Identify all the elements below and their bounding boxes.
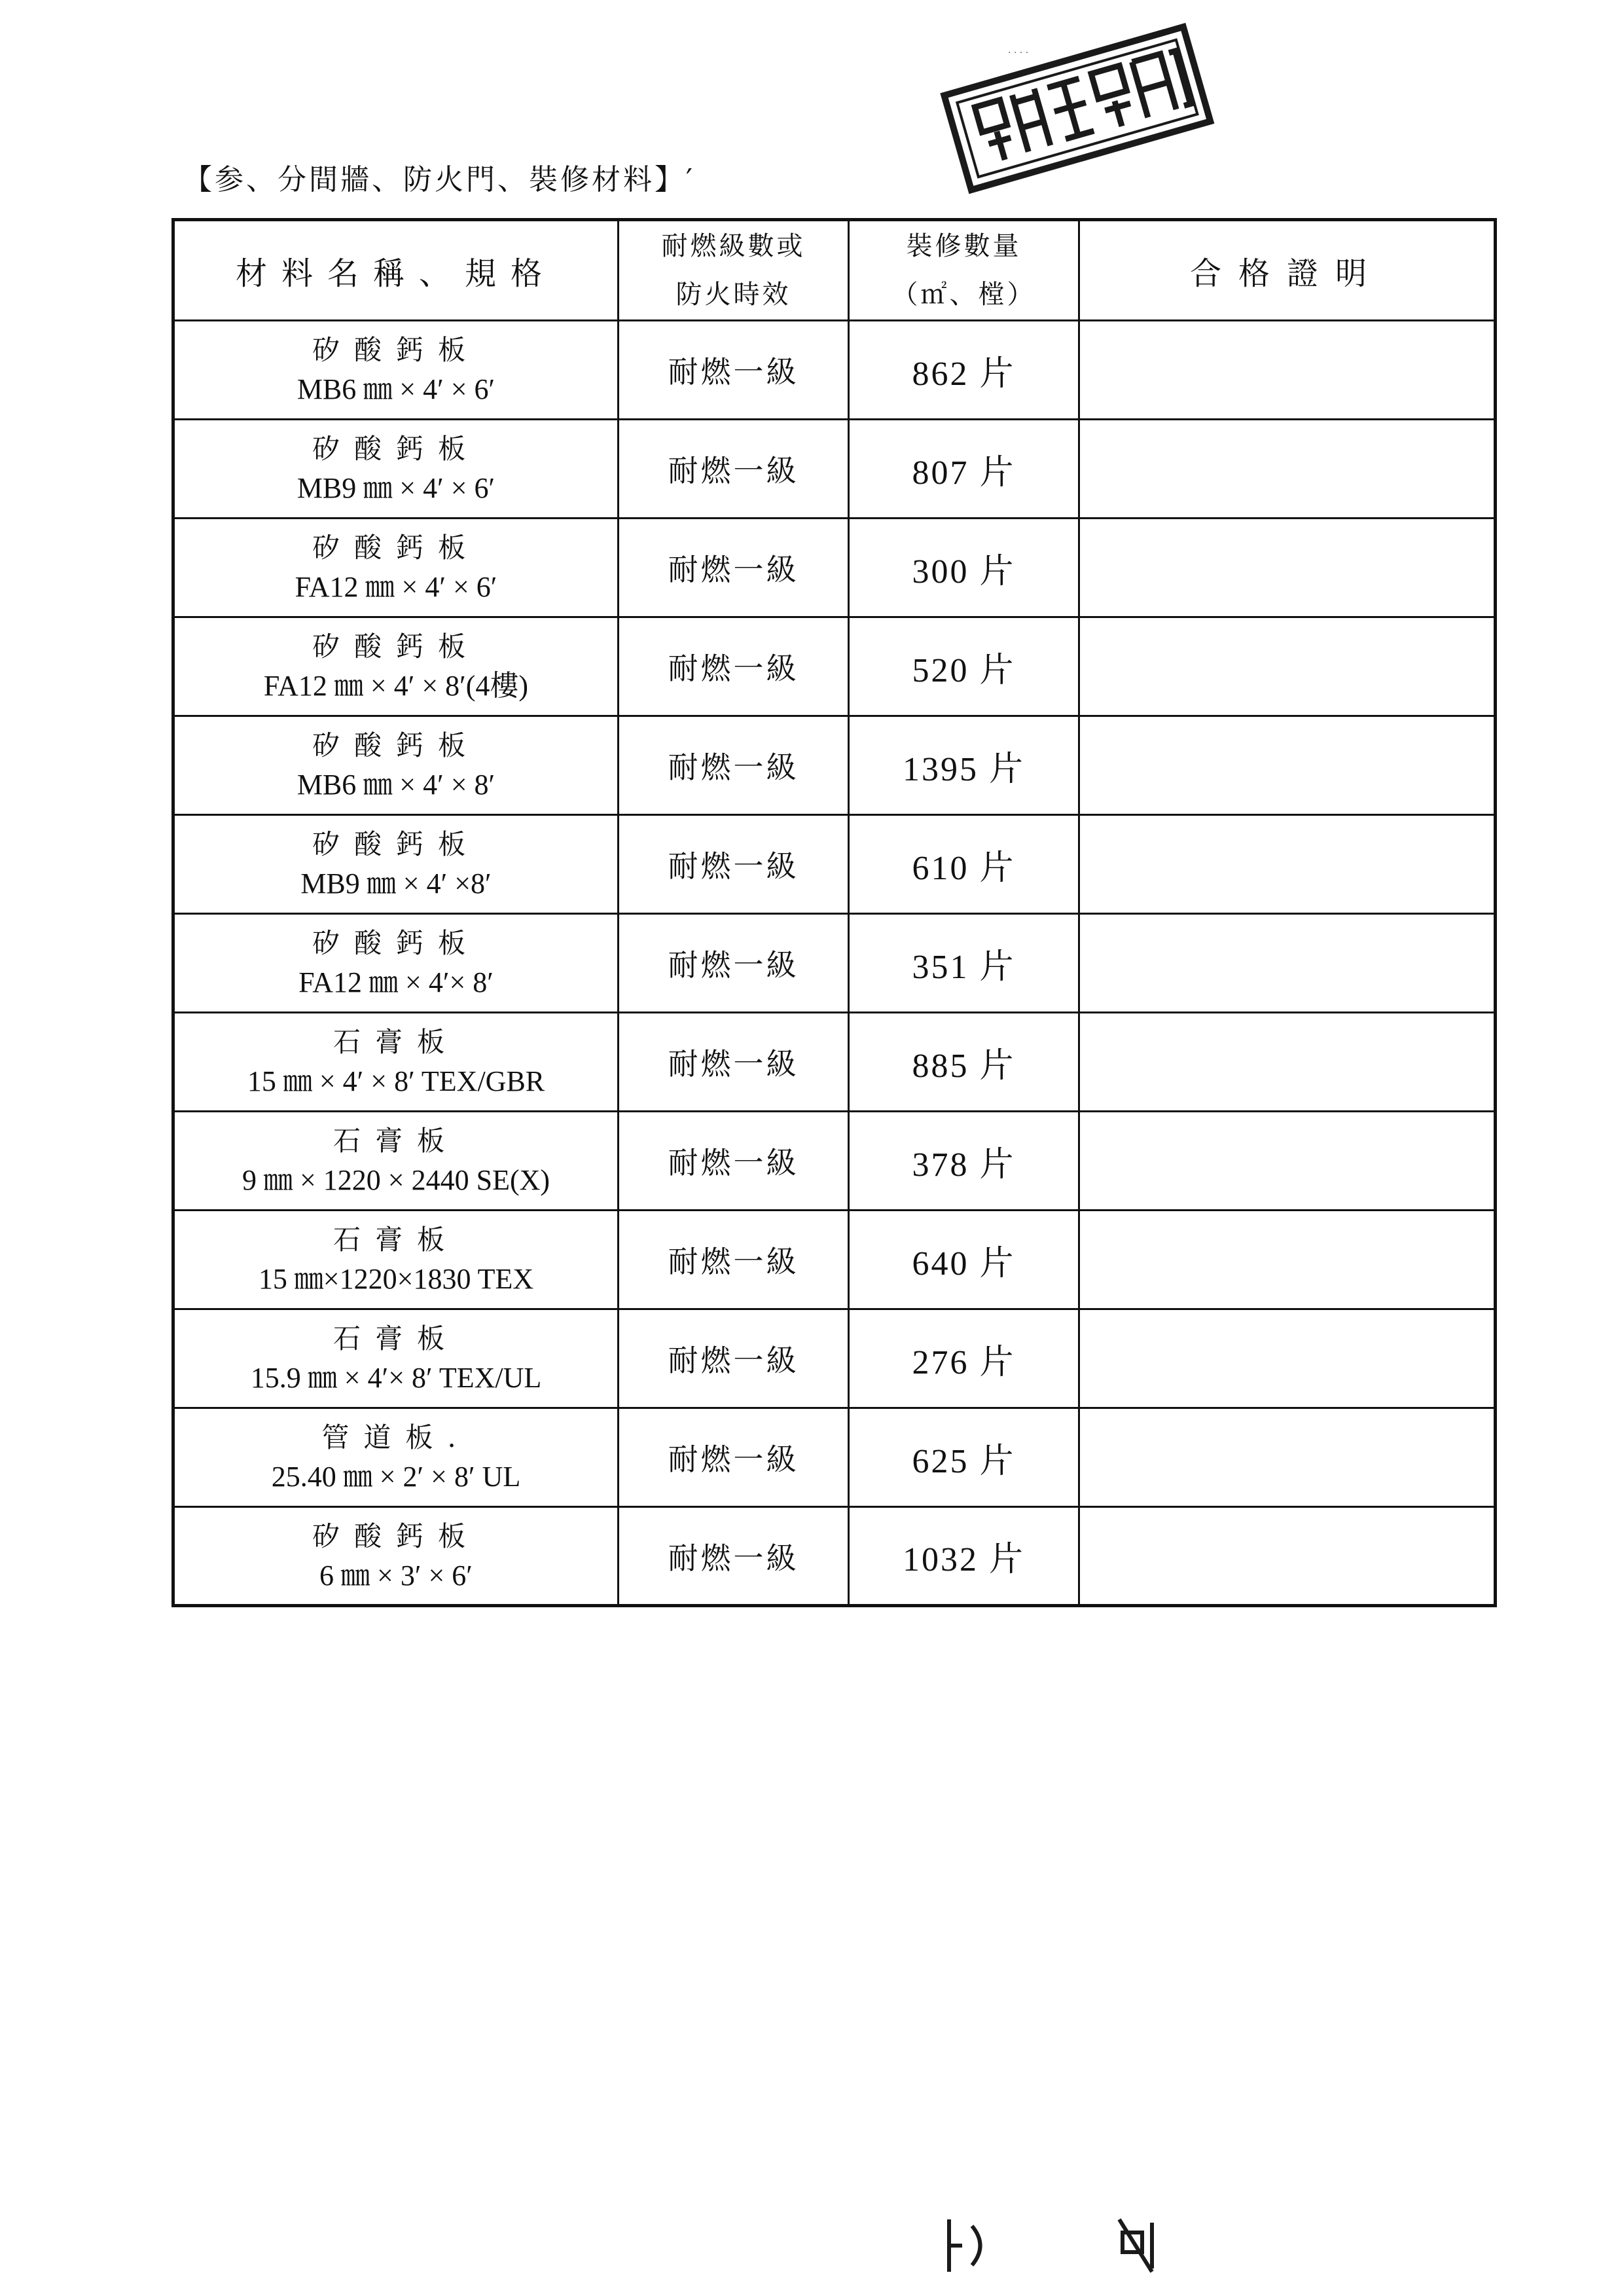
material-cell bbox=[173, 1507, 619, 1606]
quantity-cell: 378 片 bbox=[849, 1112, 1079, 1211]
page-seal-fragment-left bbox=[943, 2213, 995, 2278]
table-row bbox=[173, 1309, 1496, 1408]
header-quantity bbox=[849, 220, 1079, 321]
quantity-cell: 885 片 bbox=[849, 1013, 1079, 1112]
material-spec: 15 ㎜ × 4′ × 8′ TEX/GBR bbox=[247, 1065, 545, 1097]
table-row bbox=[173, 519, 1496, 617]
quantity-cell: 1032 片 bbox=[849, 1507, 1079, 1606]
certificate-cell bbox=[1079, 914, 1496, 1013]
material-name: 管道板. bbox=[321, 1421, 471, 1453]
material-name: 矽酸鈣板 bbox=[312, 1520, 480, 1552]
material-cell bbox=[173, 519, 619, 617]
fire-grade-cell: 耐燃一級 bbox=[619, 815, 849, 914]
header-certificate: 合格證明 bbox=[1079, 220, 1496, 321]
material-cell bbox=[173, 815, 619, 914]
material-spec: MB9 ㎜ × 4′ × 6′ bbox=[297, 472, 495, 504]
material-spec: FA12 ㎜ × 4′× 8′ bbox=[298, 966, 494, 998]
fire-grade-cell: 耐燃一級 bbox=[619, 519, 849, 617]
material-cell bbox=[173, 321, 619, 420]
quantity-cell: 520 片 bbox=[849, 617, 1079, 716]
material-cell bbox=[173, 1309, 619, 1408]
fire-grade-cell: 耐燃一級 bbox=[619, 1211, 849, 1309]
material-name: 石膏板 bbox=[333, 1322, 459, 1355]
certificate-cell bbox=[1079, 321, 1496, 420]
table-row bbox=[173, 1507, 1496, 1606]
material-spec: FA12 ㎜ × 4′ × 6′ bbox=[295, 571, 497, 603]
fire-grade-cell: 耐燃一級 bbox=[619, 617, 849, 716]
material-cell bbox=[173, 617, 619, 716]
certificate-cell bbox=[1079, 716, 1496, 815]
material-name: 矽酸鈣板 bbox=[312, 433, 480, 465]
material-name: 矽酸鈣板 bbox=[312, 927, 480, 959]
certificate-cell bbox=[1079, 815, 1496, 914]
quantity-cell: 351 片 bbox=[849, 914, 1079, 1013]
header-quantity-line1: 裝修數量 bbox=[906, 231, 1022, 261]
material-name: 石膏板 bbox=[333, 1224, 459, 1256]
certificate-cell bbox=[1079, 617, 1496, 716]
table-row bbox=[173, 1211, 1496, 1309]
quantity-cell: 625 片 bbox=[849, 1408, 1079, 1507]
quantity-cell: 300 片 bbox=[849, 519, 1079, 617]
quantity-cell: 1395 片 bbox=[849, 716, 1079, 815]
official-seal-stamp bbox=[923, 20, 1237, 216]
header-material-name: 材料名稱、規格 bbox=[173, 220, 619, 321]
svg-text:· · · ·: · · · · bbox=[1008, 48, 1029, 58]
table-row bbox=[173, 1013, 1496, 1112]
table-row bbox=[173, 1408, 1496, 1507]
material-name: 矽酸鈣板 bbox=[312, 828, 480, 860]
table-header-row bbox=[173, 220, 1496, 321]
material-spec: 6 ㎜ × 3′ × 6′ bbox=[319, 1559, 473, 1592]
fire-grade-cell: 耐燃一級 bbox=[619, 420, 849, 519]
certificate-cell bbox=[1079, 420, 1496, 519]
certificate-cell bbox=[1079, 1211, 1496, 1309]
material-cell bbox=[173, 914, 619, 1013]
material-name: 石膏板 bbox=[333, 1125, 459, 1157]
fire-grade-cell: 耐燃一級 bbox=[619, 1309, 849, 1408]
material-name: 矽酸鈣板 bbox=[312, 729, 480, 761]
material-spec: 25.40 ㎜ × 2′ × 8′ UL bbox=[271, 1461, 521, 1493]
fire-grade-cell: 耐燃一級 bbox=[619, 321, 849, 420]
certificate-cell bbox=[1079, 1408, 1496, 1507]
header-quantity-line2: （㎡、樘） bbox=[891, 280, 1036, 310]
certificate-cell bbox=[1079, 1507, 1496, 1606]
material-spec: 15.9 ㎜ × 4′× 8′ TEX/UL bbox=[250, 1362, 542, 1394]
material-cell bbox=[173, 1408, 619, 1507]
material-name: 石膏板 bbox=[333, 1026, 459, 1058]
quantity-cell: 610 片 bbox=[849, 815, 1079, 914]
table-row bbox=[173, 617, 1496, 716]
quantity-cell: 640 片 bbox=[849, 1211, 1079, 1309]
table-row bbox=[173, 321, 1496, 420]
table-row bbox=[173, 815, 1496, 914]
material-cell bbox=[173, 1112, 619, 1211]
header-fire-grade-line2: 防火時效 bbox=[675, 280, 791, 310]
material-cell bbox=[173, 420, 619, 519]
fire-grade-cell: 耐燃一級 bbox=[619, 1408, 849, 1507]
material-cell bbox=[173, 1211, 619, 1309]
page-seal-fragment-right bbox=[1113, 2213, 1165, 2278]
header-fire-grade-line1: 耐燃級數或 bbox=[661, 231, 806, 261]
certificate-cell bbox=[1079, 1309, 1496, 1408]
certificate-cell bbox=[1079, 1013, 1496, 1112]
material-spec: 15 ㎜×1220×1830 TEX bbox=[258, 1263, 534, 1295]
fire-grade-cell: 耐燃一級 bbox=[619, 1013, 849, 1112]
material-spec: MB9 ㎜ × 4′ ×8′ bbox=[300, 867, 492, 900]
table-row bbox=[173, 914, 1496, 1013]
certificate-cell bbox=[1079, 1112, 1496, 1211]
quantity-cell: 276 片 bbox=[849, 1309, 1079, 1408]
section-title: 【参、分間牆、防火門、裝修材料】′ bbox=[183, 163, 695, 196]
material-name: 矽酸鈣板 bbox=[312, 532, 480, 564]
quantity-cell: 862 片 bbox=[849, 321, 1079, 420]
material-cell bbox=[173, 716, 619, 815]
fire-grade-cell: 耐燃一級 bbox=[619, 1507, 849, 1606]
fire-grade-cell: 耐燃一級 bbox=[619, 1112, 849, 1211]
materials-table bbox=[171, 218, 1497, 1607]
quantity-cell: 807 片 bbox=[849, 420, 1079, 519]
fire-grade-cell: 耐燃一級 bbox=[619, 716, 849, 815]
material-name: 矽酸鈣板 bbox=[312, 334, 480, 366]
fire-grade-cell: 耐燃一級 bbox=[619, 914, 849, 1013]
material-spec: MB6 ㎜ × 4′ × 6′ bbox=[297, 373, 495, 405]
material-spec: 9 ㎜ × 1220 × 2440 SE(X) bbox=[242, 1164, 550, 1196]
header-fire-grade bbox=[619, 220, 849, 321]
table-row bbox=[173, 716, 1496, 815]
certificate-cell bbox=[1079, 519, 1496, 617]
material-spec: MB6 ㎜ × 4′ × 8′ bbox=[297, 769, 495, 801]
table-row bbox=[173, 420, 1496, 519]
material-spec: FA12 ㎜ × 4′ × 8′(4樓) bbox=[263, 670, 529, 702]
table-row bbox=[173, 1112, 1496, 1211]
material-name: 矽酸鈣板 bbox=[312, 630, 480, 663]
material-cell bbox=[173, 1013, 619, 1112]
